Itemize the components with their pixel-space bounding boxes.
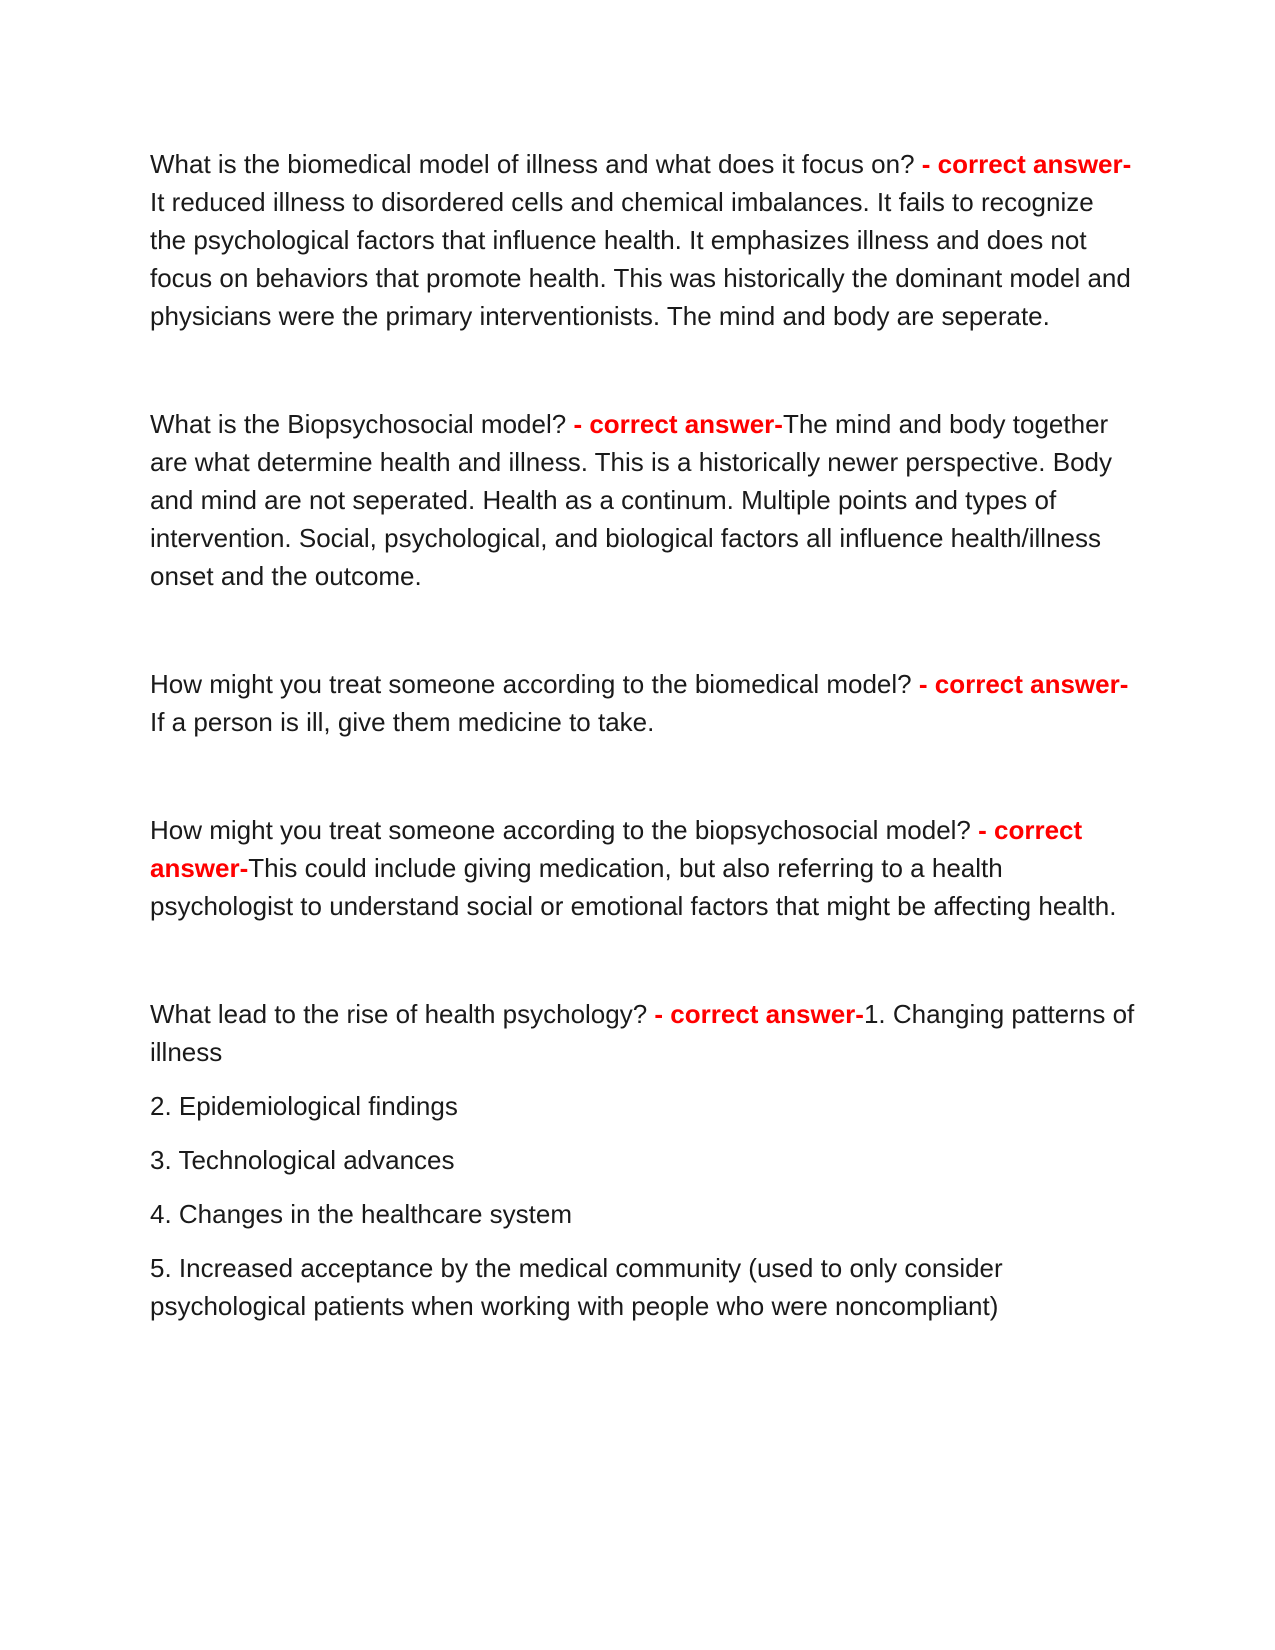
correct-answer-marker: - correct answer- (573, 409, 783, 439)
question-text: What is the Biopsychosocial model? (150, 409, 574, 439)
qa-item-biomedical-model (150, 145, 1135, 335)
answer-text: It reduced illness to disordered cells and chemical imbalances. It fails to recognize the psychological factors that influence health. It emphasizes illness and does not focus on behaviors that promote health. This was historically the dominant model and physicians were the primary interventionists. The mind and body are seperate. (150, 187, 1131, 331)
list-item: 5. Increased acceptance by the medical community (used to only consider psychological patients when working with people who were noncompliant) (150, 1253, 1003, 1321)
question-text: What is the biomedical model of illness and what does it focus on? (150, 149, 922, 179)
answer-text: The mind and body together are what determine health and illness. This is a historically newer perspective. Body and mind are not seperated. Health as a continum. Multiple points and types of intervention. Social, psychological, and biological factors all influence health/illness onset and the outcome. (150, 409, 1112, 591)
document-content (150, 145, 1135, 1325)
correct-answer-marker: - correct answer- (150, 815, 1083, 883)
qa-item-rise-of-health-psychology (150, 995, 1135, 1325)
answer-text: If a person is ill, give them medicine to take. (150, 707, 655, 737)
qa-first-line (150, 995, 1135, 1071)
answer-text: This could include giving medication, but also referring to a health psychologist to understand social or emotional factors that might be affecting health. (150, 853, 1117, 921)
qa-item-treat-biomedical (150, 665, 1135, 741)
list-item: 3. Technological advances (150, 1145, 455, 1175)
correct-answer-marker: - correct answer- (654, 999, 864, 1029)
list-item: 2. Epidemiological findings (150, 1091, 458, 1121)
answer-text: 1. Changing patterns of illness (150, 999, 1135, 1067)
list-item: 4. Changes in the healthcare system (150, 1199, 573, 1229)
question-text: How might you treat someone according to the biomedical model? (150, 669, 919, 699)
question-text: What lead to the rise of health psychology? (150, 999, 655, 1029)
qa-item-treat-biopsychosocial (150, 811, 1135, 925)
question-text: How might you treat someone according to the biopsychosocial model? (150, 815, 979, 845)
correct-answer-marker: - correct answer- (921, 149, 1132, 179)
correct-answer-marker: - correct answer- (918, 669, 1129, 699)
qa-item-biopsychosocial-model (150, 405, 1135, 595)
